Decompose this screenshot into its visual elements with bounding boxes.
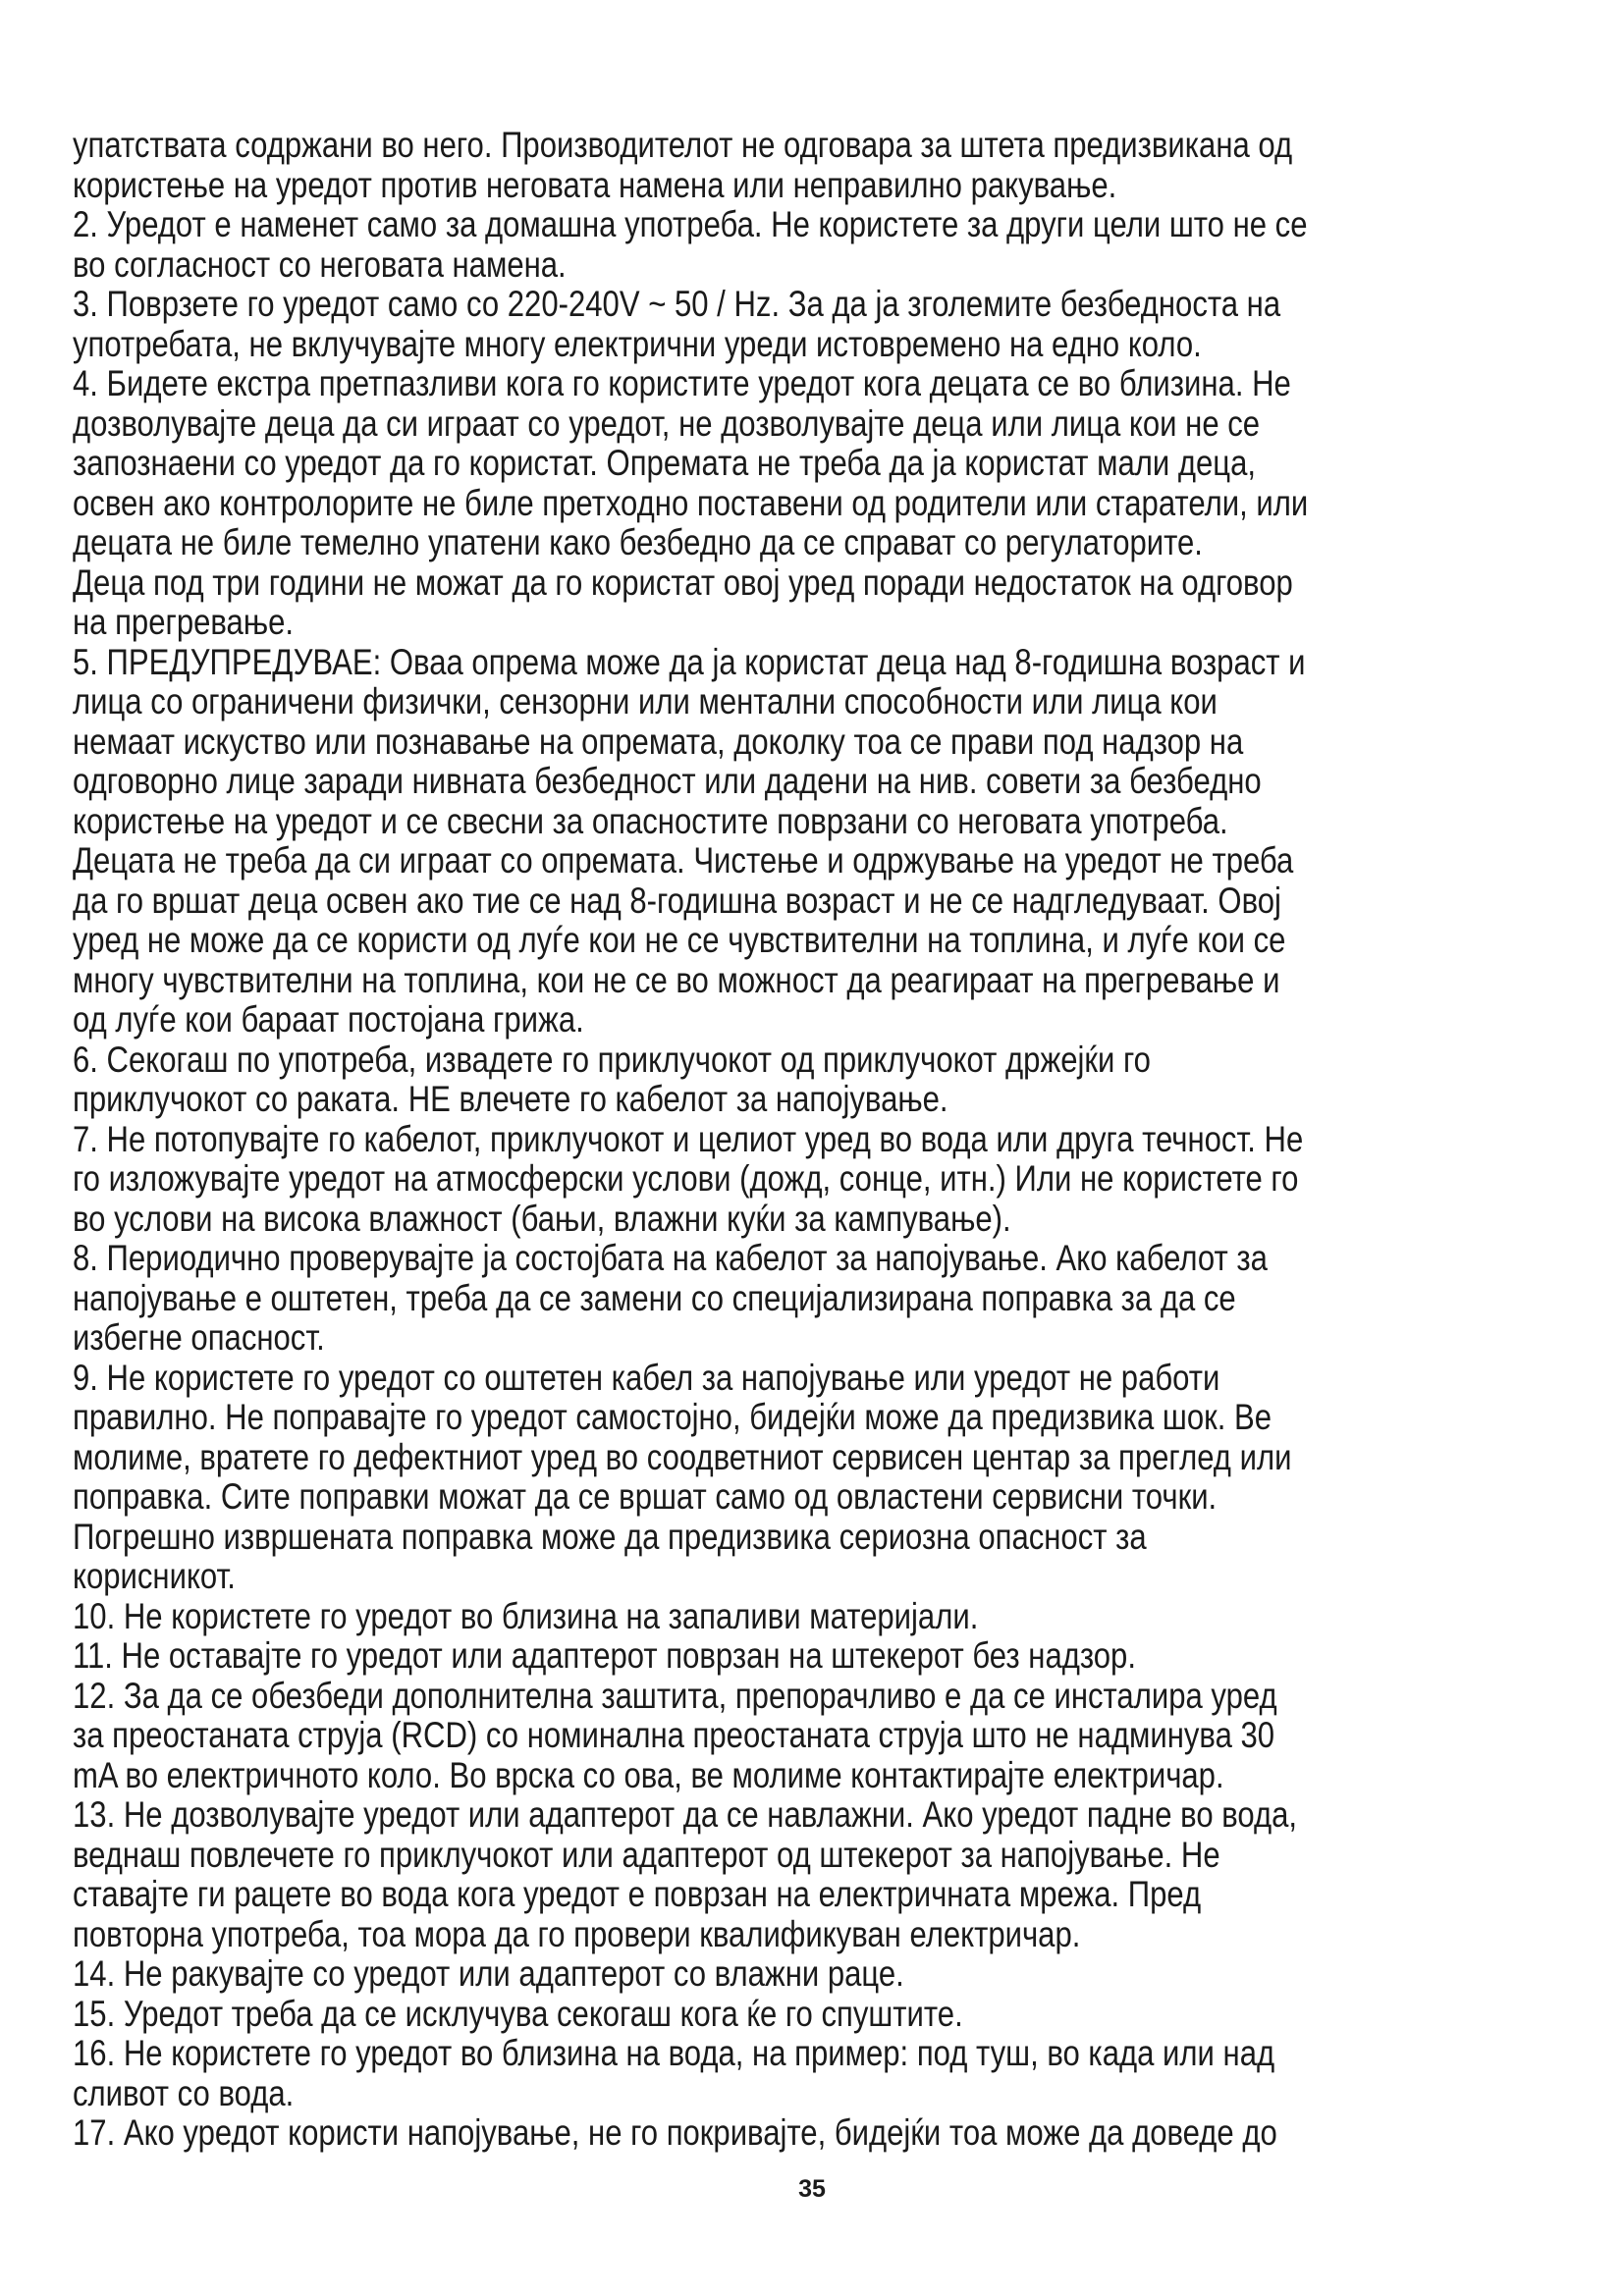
text-line: 14. Не ракувајте со уредот или адаптерот со влажни раце. xyxy=(73,1953,904,1994)
text-line: децата не биле темелно упатени како безбедно да се справат со регулаторите. xyxy=(73,522,1203,562)
text-line: приклучокот со раката. НЕ влечете го кабелот за напојување. xyxy=(73,1079,948,1119)
text-line: 11. Не оставајте го уредот или адаптерот поврзан на штекерот без надзор. xyxy=(73,1635,1136,1676)
text-line: лица со ограничени физички, сензорни или ментални способности или лица кои xyxy=(73,681,1218,721)
text-line: 10. Не користете го уредот во близина на запаливи материјали. xyxy=(73,1595,979,1636)
text-line: Децата не треба да си играат со опремата. Чистење и одржување на уредот не треба xyxy=(73,840,1294,881)
text-line: 6. Секогаш по употреба, извадете го приклучокот од приклучокот држејќи го xyxy=(73,1039,1151,1080)
text-line: на прегревање. xyxy=(73,602,295,642)
text-line: 16. Не користете го уредот во близина на вода, на пример: под туш, во када или над xyxy=(73,2033,1275,2073)
text-line: 4. Бидете екстра претпазливи кога го користите уредот кога децата се во близина. Не xyxy=(73,363,1291,403)
text-line: сливот со вода. xyxy=(73,2072,295,2113)
text-line: mA во електричното коло. Во врска со ова, ве молиме контактирајте електричар. xyxy=(73,1754,1224,1795)
text-line: Деца под три години не можат да го користат овој уред поради недостаток на одговор xyxy=(73,561,1293,603)
text-line: за преостаната струја (RCD) со номинална преостаната струја што не надминува 30 xyxy=(73,1715,1275,1755)
text-line: молиме, вратете го дефектниот уред во соодветниот сервисен центар за преглед или xyxy=(73,1436,1292,1477)
text-line: 9. Не користете го уредот со оштетен кабел за напојување или уредот не работи xyxy=(73,1357,1220,1398)
text-line: правилно. Не поправајте го уредот самостојно, бидејќи може да предизвика шок. Ве xyxy=(73,1397,1272,1437)
text-line: корисникот. xyxy=(73,1556,236,1596)
text-line: Погрешно извршената поправка може да предизвика сериозна опасност за xyxy=(73,1516,1147,1557)
text-line: веднаш повлечете го приклучокот или адаптерот од штекерот за напојување. Не xyxy=(73,1834,1220,1875)
text-line: ставајте ги рацете во вода кога уредот е поврзан на електричната мрежа. Пред xyxy=(73,1874,1202,1914)
text-line: повторна употреба, тоа мора да го провери квалификуван електричар. xyxy=(73,1913,1081,1954)
text-line: 2. Уредот е наменет само за домашна употреба. Не користете за други цели што не се xyxy=(73,204,1308,244)
text-line: 13. Не дозволувајте уредот или адаптерот да се навлажни. Ако уредот падне во вода, xyxy=(73,1794,1298,1835)
text-line: да го вршат деца освен ако тие се над 8-годишна возраст и не се надгледуваат. Овој xyxy=(73,880,1281,921)
text-line: немаат искуство или познавање на опремата, доколку тоа се прави под надзор на xyxy=(73,721,1244,762)
body-text xyxy=(73,126,1326,2154)
text-line: од луѓе кои бараат постојана грижа. xyxy=(73,999,584,1040)
text-line: го изложувајте уредот на атмосферски услови (дожд, сонце, итн.) Или не користете го xyxy=(73,1158,1299,1199)
text-line: користење на уредот против неговата намена или неправилно ракување. xyxy=(73,164,1117,205)
text-line: употребата, не вклучувајте многу електрични уреди истовремено на едно коло. xyxy=(73,323,1202,364)
text-line: 8. Периодично проверувајте ја состојбата на кабелот за напојување. Ако кабелот за xyxy=(73,1238,1268,1278)
text-line: во согласност со неговата намена. xyxy=(73,243,567,285)
text-line: 12. За да се обезбеди дополнителна заштита, препорачливо е да се инсталира уред xyxy=(73,1675,1277,1716)
text-line: многу чувствителни на топлина, кои не се во можност да реагираат на прегревање и xyxy=(73,959,1280,1000)
text-line: избегне опасност. xyxy=(73,1317,325,1358)
text-line: 7. Не потопувајте го кабелот, приклучокот и целиот уред во вода или друга течност. Не xyxy=(73,1118,1304,1159)
text-line: запознаени со уредот да го користат. Опремата не треба да ја користат мали деца, xyxy=(73,443,1257,483)
text-line: поправка. Сите поправки можат да се вршат само од овластени сервисни точки. xyxy=(73,1476,1218,1517)
text-line: 5. ПРЕДУПРЕДУВАЕ: Оваа опрема може да ја користат деца над 8-годишна возраст и xyxy=(73,641,1306,682)
text-line: упатствата содржани во него. Производителот не одговара за штета предизвикана од xyxy=(73,125,1293,165)
text-line: 17. Ако уредот користи напојување, не го покривајте, бидејќи тоа може да доведе до xyxy=(73,2112,1277,2153)
text-line: уред не може да се користи од луѓе кои не се чувствителни на топлина, и луѓе кои се xyxy=(73,920,1286,960)
text-line: одговорно лице заради нивната безбедност или дадени на нив. совети за безбедно xyxy=(73,761,1262,801)
text-line: дозволувајте деца да си играат со уредот, не дозволувајте деца или лица кои не се xyxy=(73,402,1261,444)
text-line: освен ако контролорите не биле претходно поставени од родители или старатели, или xyxy=(73,482,1309,523)
page-number: 35 xyxy=(798,2175,826,2203)
text-line: 15. Уредот треба да се исклучува секогаш кога ќе го спуштите. xyxy=(73,1993,963,2034)
text-line: користење на уредот и се свесни за опасностите поврзани со неговата употреба. xyxy=(73,800,1228,841)
text-line: напојување е оштетен, треба да се замени со специјализирана поправка за да се xyxy=(73,1277,1236,1318)
text-line: во услови на висока влажност (бањи, влажни куќи за кампување). xyxy=(73,1198,1011,1239)
text-line: 3. Поврзете го уредот само со 220-240V ~ 50 / Hz. За да ја зголемите безбедноста на xyxy=(73,284,1281,324)
